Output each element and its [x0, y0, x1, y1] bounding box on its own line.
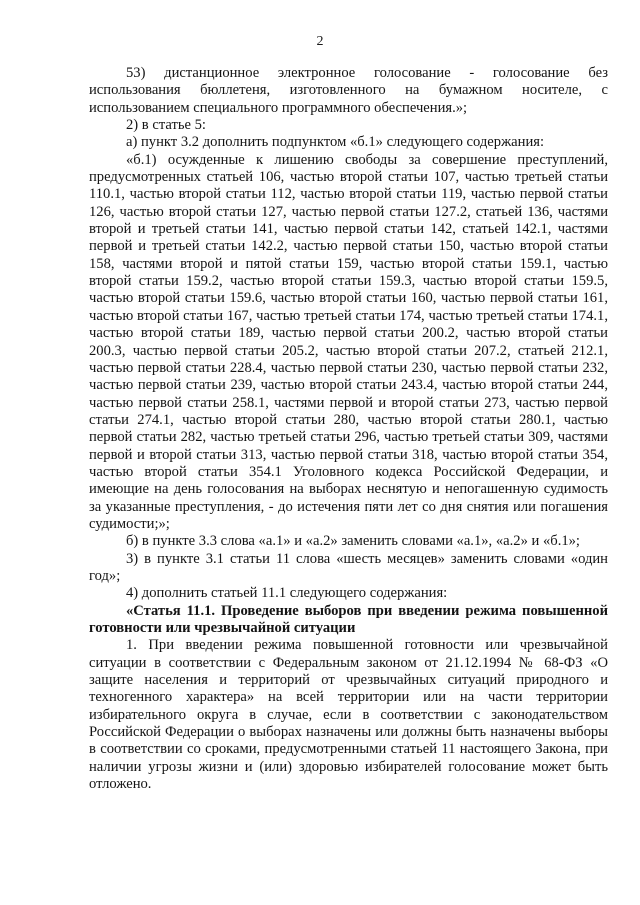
paragraph-add-article-11-1: 4) дополнить статьей 11.1 следующего содержания:	[126, 585, 448, 602]
paragraph-point-a: а) пункт 3.2 дополнить подпунктом «б.1» следующего содержания:	[126, 134, 545, 151]
document-body	[89, 65, 608, 793]
article-heading: «Статья 11.1. Проведение выборов при введении режима повышенной готовности или чрезвычайной ситуации	[89, 602, 608, 636]
paragraph-article-5: 2) в статье 5:	[126, 117, 206, 134]
paragraph-item-53: 53) дистанционное электронное голосование - голосование без использования бюллетеня, изготовленного на бумажном носителе, с использованием специального программного обеспечения.»;	[89, 65, 608, 116]
page-number: 2	[316, 34, 324, 49]
paragraph-subpoint-b1: «б.1) осужденные к лишению свободы за совершение преступлений, предусмотренных статьей 106, частью второй статьи 107, частью третьей статьи 110.1, частью второй статьи 112, частью второй статьи 119, частью первой статьи 126, частью второй статьи 127, частью первой статьи 127.2, статьей 136, частями второй и третьей статьи 141, частью первой статьи 142, статьей 142.1, частями первой и третьей статьи 142.2, частью первой статьи 150, частью второй статьи 158, частями второй и пятой статьи 159, частью второй статьи 159.1, частью второй статьи 159.2, частью второй статьи 159.3, частью второй статьи 159.5, частью второй статьи 159.6, частью второй статьи 160, частью первой статьи 161, частью второй статьи 167, частью третьей статьи 174, частью третьей статьи 174.1, частью второй статьи 189, частью первой статьи 200.2, частью второй статьи 200.3, частью первой статьи 205.2, частью второй статьи 207.2, статьей 212.1, частью первой статьи 228.4, частью первой статьи 230, частью первой статьи 232, частью первой статьи 239, частью второй статьи 243.4, частью второй статьи 244, частью первой статьи 258.1, частями первой и второй статьи 273, частью первой статьи 274.1, частью второй статьи 280, частью второй статьи 280.1, частью первой статьи 282, частью третьей статьи 296, частью третьей статьи 309, частями первой и второй статьи 313, частью первой статьи 318, частью второй статьи 354, частью второй статьи 354.1 Уголовного кодекса Российской Федерации, и имеющие на день голосования на выборах неснятую и непогашенную судимость за указанные преступления, - до истечения пяти лет со дня снятия или погашения судимости;»;	[89, 151, 608, 532]
paragraph-point-b: б) в пункте 3.3 слова «а.1» и «а.2» заменить словами «а.1», «а.2» и «б.1»;	[126, 533, 580, 550]
paragraph-article-11-1-part-1: 1. При введении режима повышенной готовности или чрезвычайной ситуации в соответствии с Федеральным законом от 21.12.1994 № 68-ФЗ «О защите населения и территорий от чрезвычайных ситуаций природного и техногенного характера» на всей территории или на части территории избирательного округа в случае, если в соответствии с законодательством Российской Федерации о выборах назначены или должны быть назначены выборы в соответствии со сроками, предусмотренными статьей 11 настоящего Закона, при наличии угрозы жизни и (или) здоровью избирателей голосование может быть отложено.	[89, 637, 608, 793]
paragraph-article-11: 3) в пункте 3.1 статьи 11 слова «шесть месяцев» заменить словами «один год»;	[89, 550, 608, 584]
